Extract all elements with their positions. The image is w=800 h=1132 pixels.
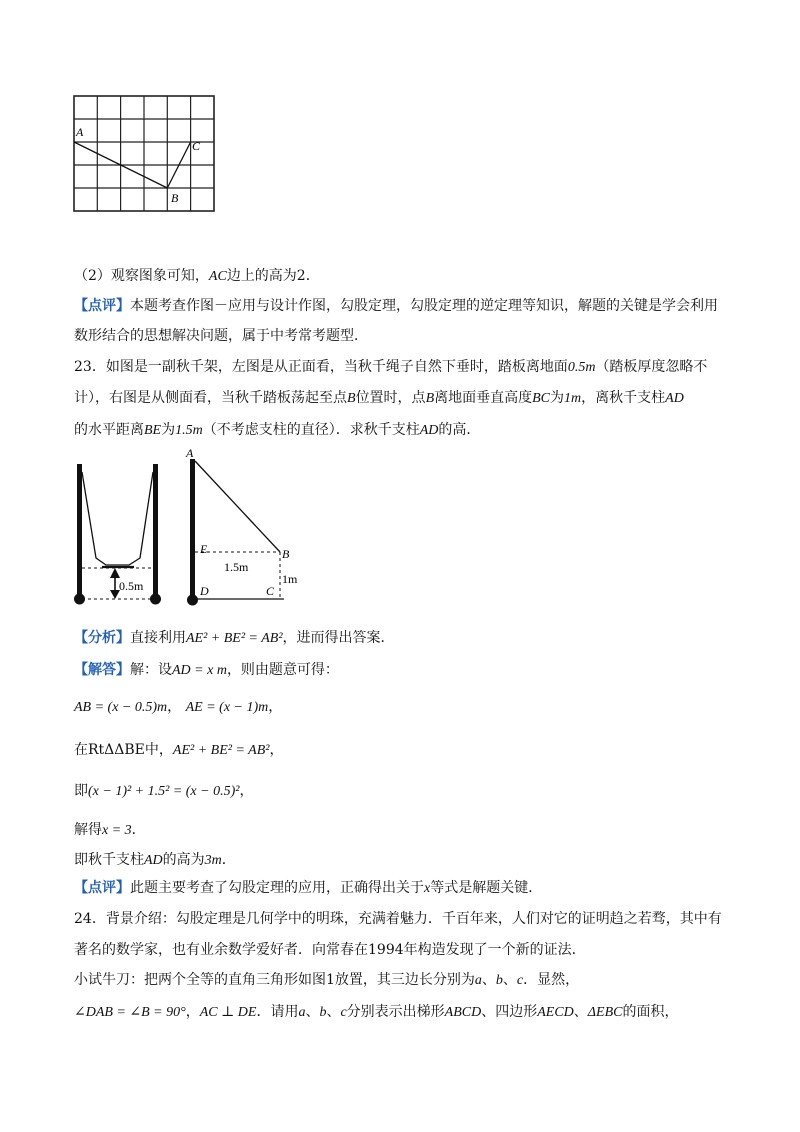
side-label-c: C	[266, 584, 275, 598]
q23-math-b1: B	[347, 391, 356, 406]
grid-figure	[70, 94, 220, 214]
q23-text-3d: 的高．	[438, 422, 481, 438]
side-label-b: B	[282, 547, 290, 561]
q23-line1	[74, 357, 707, 378]
q24-line2: 著名的数学家，也有业余数学爱好者．向常春在1994年构造发现了一个新的证法．	[74, 942, 586, 958]
solution-in-formula: AE² + BE² = AB²	[172, 743, 270, 758]
q23-text-2d: 为	[550, 390, 565, 406]
q24-var-b2: b	[319, 1005, 327, 1020]
grid-label-c: C	[192, 139, 201, 153]
q24-text-4b: ．请用	[256, 1004, 299, 1020]
solution-eq1-sep: ，	[167, 699, 182, 715]
grid-label-b: B	[171, 191, 179, 205]
q23-text-1b: （踏板厚度忽略不	[595, 359, 708, 375]
q23-line3	[74, 420, 480, 441]
solution-final	[74, 850, 236, 871]
solution-eq2-sep: ，	[268, 699, 283, 715]
analysis	[74, 628, 395, 649]
q23-text-2e: ，离秋千支柱	[581, 390, 666, 406]
q22-comment-line1	[74, 296, 718, 316]
solution-ie-formula: (x − 1)² + 1.5² = (x − 0.5)²	[88, 784, 240, 799]
solution-start	[74, 660, 339, 681]
q24-var-a2: a	[298, 1005, 306, 1020]
analysis-text: 直接利用	[130, 630, 186, 646]
q24-var-c2: c	[340, 1005, 347, 1020]
q24-text-4e: 的面积，	[622, 1004, 679, 1020]
q24-line4	[74, 1002, 678, 1023]
solution-ie	[74, 781, 253, 802]
solution-text: 解：设	[130, 662, 172, 678]
side-label-a: A	[186, 446, 194, 460]
q24-line3	[74, 970, 579, 991]
q23-math-ad: AD	[665, 391, 684, 406]
q23-math-15m: 1.5m	[175, 423, 203, 438]
analysis-tag: 【分析】	[74, 630, 130, 646]
q23-text-1a: 23．如图是一副秋千架，左图是从正面看，当秋千绳子自然下垂时，踏板离地面	[74, 359, 568, 375]
q22-part2-text: （2）观察图象可知，	[74, 268, 209, 284]
swing-front-height-label: 0.5m	[119, 579, 144, 593]
q23-comment-x: x	[424, 881, 431, 896]
q24-text-4c: 分别表示出梯形	[346, 1004, 445, 1020]
solution-solve-expr: x = 3	[102, 823, 132, 838]
solution-set: AD = x m	[172, 663, 227, 678]
solution-solve	[74, 820, 146, 841]
q23-text-3b: 为	[161, 422, 176, 438]
solution-final-text: 即秋千支柱	[74, 852, 144, 868]
q24-sep-1: 、	[481, 972, 496, 988]
q24-text-3a: 小试牛刀：把两个全等的直角三角形如图1放置，其三边长分别为	[74, 972, 475, 988]
solution-tag: 【解答】	[74, 662, 130, 678]
q22-comment-text: 本题考查作图－应用与设计作图，勾股定理，勾股定理的逆定理等知识，解题的关键是学会利用	[130, 298, 718, 314]
q24-sep-4b: 、	[305, 1004, 320, 1020]
solution-solve-text: 解得	[74, 822, 102, 838]
q24-sep-4a: ，	[185, 1004, 200, 1020]
analysis-formula: AE² + BE² = AB²	[186, 631, 283, 646]
swing-front-figure	[68, 458, 172, 612]
solution-after: ，则由题意可得：	[226, 662, 339, 678]
q23-math-bc: BC	[532, 391, 551, 406]
solution-solve-after: ．	[131, 822, 146, 838]
q24-ebc: ΔEBC	[587, 1005, 623, 1020]
q24-text-3b: ．显然，	[523, 972, 580, 988]
q23-line2	[74, 388, 684, 409]
q24-var-b: b	[495, 973, 503, 988]
q23-text-2c: 离地面垂直高度	[434, 390, 533, 406]
q23-text-2b: 位置时，点	[355, 390, 426, 406]
solution-eqs	[74, 697, 282, 718]
side-label-d: D	[200, 584, 209, 598]
q22-comment-line2: 数形结合的思想解决问题，属于中考常考题型．	[74, 328, 368, 344]
q24-sep-4c: 、	[326, 1004, 341, 1020]
solution-triangle: RtΔΔBE	[88, 742, 145, 758]
q23-text-2a: 计），右图是从侧面看，当秋千踏板荡起至点	[74, 390, 347, 406]
solution-final-after: ．	[221, 852, 236, 868]
q23-math-be: BE	[144, 423, 162, 438]
q24-sep-2: 、	[502, 972, 517, 988]
swing-side-figure	[178, 445, 298, 611]
q24-sep-4e: 、	[573, 1004, 588, 1020]
side-label-e: E	[200, 542, 208, 556]
q22-part2-expr: AC	[208, 269, 227, 284]
solution-eq1: AB = (x − 0.5)m	[74, 700, 168, 715]
solution-final-ad: AD	[144, 853, 163, 868]
q24-var-a: a	[474, 973, 482, 988]
q23-comment-tag: 【点评】	[74, 880, 130, 896]
q23-text-3c: （不考虑支柱的直径）．求秋千支柱	[202, 422, 420, 438]
q22-part2	[74, 266, 320, 287]
solution-ie-text: 即	[74, 783, 88, 799]
q23-text-3a: 的水平距离	[74, 422, 144, 438]
q23-comment-after: 等式是解题关键．	[430, 880, 543, 896]
q23-math-ad2: AD	[419, 423, 439, 438]
q24-aecd: AECD	[537, 1005, 574, 1020]
side-be-label: 1.5m	[224, 560, 249, 574]
q24-var-c: c	[516, 973, 524, 988]
side-bc-label: 1m	[282, 572, 298, 586]
grid-label-a: A	[76, 125, 84, 139]
q24-line1: 24．背景介绍：勾股定理是几何学中的明珠，充满着魅力．千百年来，人们对它的证明趋之若骛，其中有	[74, 911, 722, 927]
q24-abcd: ABCD	[444, 1005, 482, 1020]
q23-math-05m: 0.5m	[567, 360, 596, 375]
q22-part2-after: 边上的高为2．	[226, 268, 320, 284]
solution-in-text: 在	[74, 742, 88, 758]
solution-in-mid: 中，	[144, 742, 173, 758]
solution-in-after: ，	[269, 742, 284, 758]
comment-tag: 【点评】	[74, 298, 130, 314]
q24-angle: ∠DAB = ∠B = 90°	[74, 1005, 186, 1020]
q23-math-b2: B	[425, 391, 435, 406]
analysis-after: ，进而得出答案．	[282, 630, 395, 646]
q23-math-1m: 1m	[564, 391, 582, 406]
solution-final-mid: 的高为	[162, 852, 205, 868]
solution-final-val: 3m	[204, 853, 222, 868]
solution-ie-after: ，	[239, 783, 254, 799]
solution-in-triangle	[74, 740, 283, 761]
q24-perp: AC ⊥ DE	[199, 1005, 257, 1020]
q23-comment-text: 此题主要考查了勾股定理的应用，正确得出关于	[130, 880, 424, 896]
q24-text-4d: 、四边形	[481, 1004, 538, 1020]
q23-comment	[74, 878, 542, 899]
solution-eq2: AE = (x − 1)m	[185, 700, 269, 715]
